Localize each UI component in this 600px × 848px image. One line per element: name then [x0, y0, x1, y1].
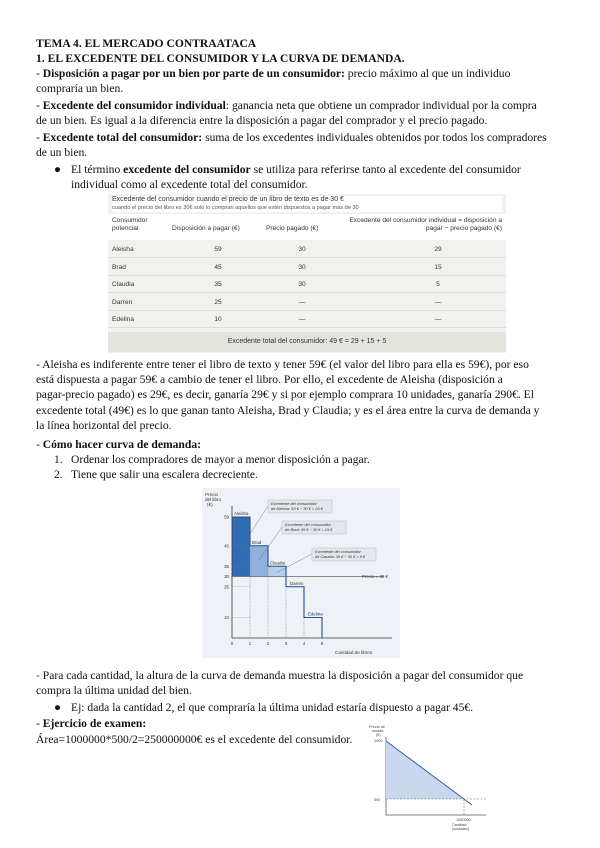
- table-total-text: Excedente total del consumidor: 49 € = 29 + 15 + 5: [227, 338, 387, 345]
- x-tick-label: 1: [248, 641, 252, 646]
- height-paragraph: [36, 668, 574, 698]
- bullet-dot: ●: [54, 163, 62, 176]
- y-axis-label: Precio: [205, 492, 219, 497]
- table-cell: —: [298, 298, 306, 306]
- x-tick-label: 0: [230, 641, 234, 646]
- definition-individual-surplus: - Excedente del consumidor individual: ganancia neta que obtiene un comprador individual por la compra de un bien. Es igual a la diferencia entre la disposición a pagar del comprador y el precio pagado.: [36, 98, 574, 128]
- table-cell: 30: [298, 263, 306, 271]
- callout-text: de Brad: 45 € − 30 € = 15 €: [285, 527, 333, 532]
- table-cell: —: [298, 316, 306, 323]
- paragraph-line: excedente total (49€) es lo que ganan tanto Aleisha, Brad y Claudia; y es el área entre la curva de demanda y: [36, 403, 540, 417]
- table-cell: —: [434, 316, 442, 323]
- x-axis-label: (unidades): [452, 827, 469, 831]
- table-cell: 30: [298, 246, 306, 253]
- y-tick-label: 10: [224, 615, 229, 620]
- table-row: [108, 260, 506, 276]
- exam-demand-chart: [368, 723, 494, 833]
- y-axis-label: del libro: [205, 497, 222, 502]
- table-cell: Aleisha: [112, 246, 134, 253]
- surplus-area: [268, 566, 286, 576]
- how-to-heading: - Cómo hacer curva de demanda:: [36, 438, 201, 451]
- bullet-text: El término: [71, 163, 124, 176]
- table-cell: 45: [214, 263, 222, 271]
- callout-text: Excedente del consumidor: [315, 549, 361, 554]
- y-axis-label: Precio de: [369, 725, 386, 729]
- x-axis-label: Cantidad de libros: [335, 650, 373, 655]
- definition-term: Excedente del consumidor individual: [42, 99, 226, 112]
- x-tick-label: 1000000: [456, 818, 471, 822]
- step-item: Tiene que salir una escalera decreciente.: [71, 468, 258, 482]
- table-header-cell: Consumidor potencial: [112, 217, 148, 232]
- definition-text: : ganancia neta que obtiene un comprador individual por la compra: [225, 99, 537, 112]
- table-total: [108, 332, 506, 352]
- table-cell: 10: [214, 316, 222, 323]
- y-axis-label: (€): [207, 502, 213, 507]
- exam-heading-text: Ejercicio de examen:: [42, 717, 147, 730]
- table-row: [108, 312, 506, 328]
- consumer-name-label: Claudia: [270, 560, 285, 566]
- demand-staircase-chart: [202, 488, 400, 658]
- y-tick-label: 30: [224, 574, 229, 579]
- callout-text: Excedente del consumidor: [271, 501, 317, 506]
- y-tick-label: 500: [374, 798, 381, 802]
- table-caption-title: Excedente del consumidor cuando el precio de un libro de texto es de 30 €: [112, 196, 344, 203]
- bullet-item: [54, 162, 574, 192]
- red-dash: -: [36, 669, 40, 682]
- x-tick-label: 5: [320, 641, 324, 646]
- table-cell: 30: [298, 281, 306, 288]
- table-cell: Claudia: [112, 281, 135, 288]
- surplus-area: [232, 517, 250, 576]
- table-header-cell: Precio pagado (€): [266, 225, 319, 232]
- consumer-name-label: Darren: [290, 580, 304, 586]
- exam-heading: - Ejercicio de examen:: [36, 717, 147, 730]
- y-tick-label: 59: [224, 514, 229, 520]
- surplus-area: [250, 546, 268, 577]
- consumer-name-label: Edelina: [308, 611, 323, 617]
- price-label: Precio = 30 €: [362, 574, 388, 579]
- callout-text: de Aleisha: 59 € − 30 € = 29 €: [271, 506, 323, 511]
- section-heading: 1. EL EXCEDENTE DEL CONSUMIDOR Y LA CURVA DE DEMANDA.: [36, 52, 405, 65]
- y-axis-label: unidad: [372, 729, 384, 733]
- surplus-table: [108, 194, 506, 353]
- definition-willingness: - Disposición a pagar por un bien por parte de un consumidor: precio máximo al que un individuo compraría un bien.: [36, 66, 574, 96]
- table-cell: Brad: [112, 263, 126, 271]
- y-axis-label: (€): [376, 733, 381, 737]
- step-item: Ordenar los compradores de mayor a menor disposición a pagar.: [71, 453, 370, 466]
- paragraph-line: - Aleisha es indiferente entre tener el libro de texto y tener 59€ (el valor del libro para ella es 59€), por eso: [36, 358, 529, 371]
- table-caption-note: cuando el precio del libro es 30€ solo lo compran aquellos que estén dispuestos a pagar más de 30: [112, 205, 359, 211]
- table-cell: 29: [434, 246, 442, 253]
- consumer-name-label: Aleisha: [234, 511, 249, 517]
- table-caption: [112, 196, 502, 212]
- paragraph-line: la línea horizontal del precio.: [36, 418, 172, 432]
- table-cell: —: [434, 298, 442, 306]
- example-text: Ej: dada la cantidad 2, el que compraría la última unidad estaría dispuesto a pagar 45€.: [71, 701, 474, 714]
- x-tick-label: 4: [302, 641, 306, 646]
- table-header: [108, 214, 506, 240]
- page-title: TEMA 4. EL MERCADO CONTRAATACA: [36, 37, 257, 50]
- bullet-term: excedente del consumidor: [123, 163, 251, 176]
- steps-list: 1. Ordenar los compradores de mayor a menor disposición a pagar. 2. Tiene que salir una escalera decreciente.: [54, 453, 370, 482]
- definition-text: suma de los excedentes individuales obtenidos por todos los compradores: [202, 131, 547, 144]
- definition-text-cont: compraría un bien.: [36, 82, 124, 96]
- callout-text: de Claudia: 35 € − 30 € = 5 €: [315, 554, 366, 559]
- y-tick-label: 35: [224, 563, 229, 569]
- paragraph-line: pagar-precio pagado) es 29€, es decir, ganaría 29€ y si por ejemplo comprara 10 unidades, ganaría 290€. El: [36, 388, 534, 402]
- table-cell: 15: [434, 263, 442, 271]
- definition-total-surplus: - Excedente total del consumidor: suma de los excedentes individuales obtenidos por todos los compradores de un bien.: [36, 130, 574, 160]
- bullet-dot: ●: [54, 701, 62, 714]
- paragraph-line: Para cada cantidad, la altura de la curva de demanda muestra la disposición a pagar del consumidor que: [42, 669, 524, 682]
- bullet-text-cont: individual como al excedente total del consumidor.: [71, 178, 308, 192]
- paragraph-line: compra la última unidad del bien.: [36, 684, 192, 698]
- x-axis-label: Cantidad: [452, 823, 467, 827]
- paragraph-line: está dispuesta a pagar 59€ a cambio de tener el libro. Por ello, el excedente de Aleisha (disposición a: [36, 373, 503, 387]
- how-to-heading-text: Cómo hacer curva de demanda:: [42, 438, 201, 451]
- table-cell: Darren: [112, 298, 133, 306]
- definition-text: precio máximo al que un individuo: [344, 67, 511, 80]
- table-header-cell: Disposición a pagar (€): [172, 225, 240, 232]
- exam-text: Área=1000000*500/2=250000000€ es el excedente del consumidor.: [36, 733, 353, 746]
- callout-text: Excedente del consumidor: [285, 522, 331, 527]
- table-cell: 25: [214, 298, 222, 306]
- y-tick-label: 45: [224, 543, 229, 549]
- y-tick-label: 25: [224, 584, 229, 590]
- definition-text-cont: de un bien.: [36, 146, 88, 160]
- example-bullet: [54, 700, 574, 715]
- bullet-text: se utiliza para referirse tanto al excedente del consumidor: [250, 163, 521, 176]
- x-tick-label: 3: [284, 641, 288, 646]
- x-tick-label: 2: [266, 641, 270, 646]
- definition-text-cont: de un bien. Es igual a la diferencia entre la disposición a pagar del comprador y el precio pagado.: [36, 114, 488, 128]
- y-tick-label: 1000: [374, 739, 383, 743]
- table-header-cell: Excedente del consumidor individual = disposición a pagar − precio pagado (€): [349, 217, 502, 232]
- table-row: [108, 277, 506, 293]
- definition-term: Excedente total del consumidor:: [42, 131, 203, 144]
- explanation-paragraph: [36, 357, 574, 433]
- table-cell: 35: [214, 281, 222, 288]
- table-row: [108, 295, 506, 311]
- consumer-name-label: Brad: [252, 539, 262, 545]
- definition-term: Disposición a pagar por un bien por parte de un consumidor:: [42, 67, 345, 80]
- table-row: [108, 242, 506, 258]
- table-cell: Edelina: [112, 316, 134, 323]
- table-cell: 5: [436, 281, 440, 288]
- table-cell: 59: [214, 246, 222, 253]
